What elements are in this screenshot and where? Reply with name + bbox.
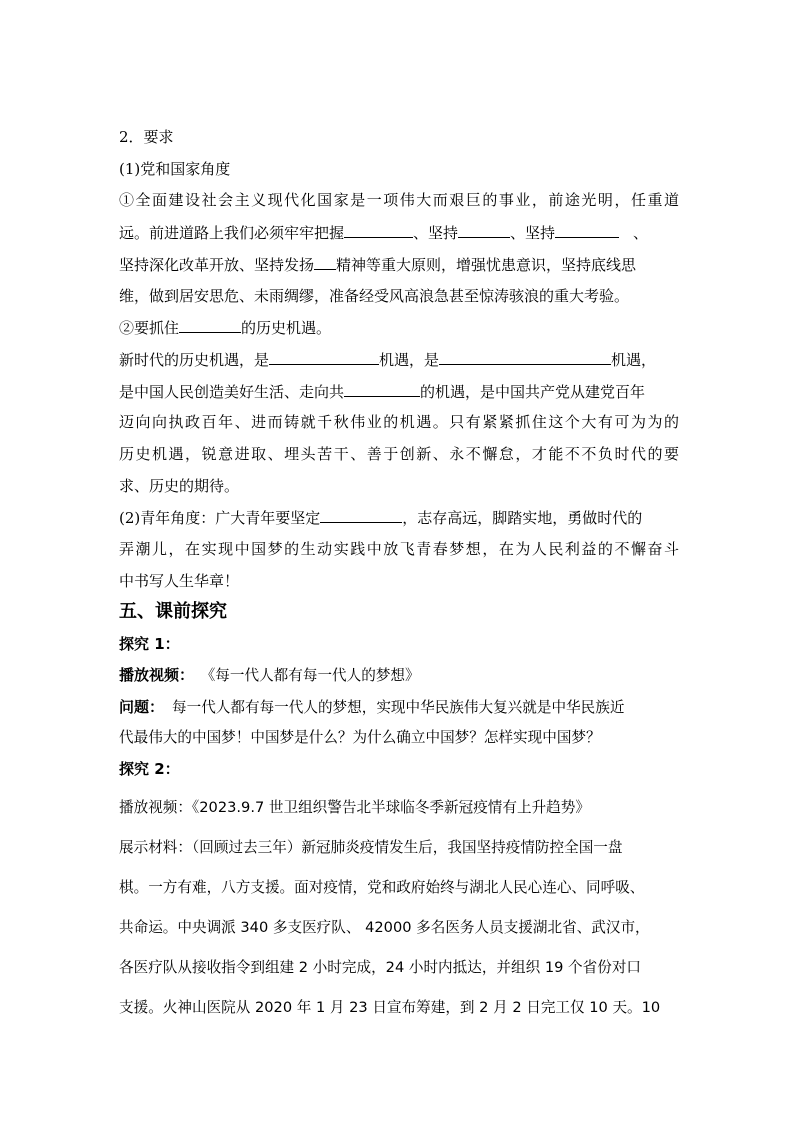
paragraph-line: 维，做到居安思危、未雨绸缪，准备经受风高浪急甚至惊涛骇浪的重大考验。 bbox=[119, 287, 630, 305]
explore-2-label: 探究 2： bbox=[119, 760, 180, 778]
paragraph-line: 坚持深化改革开放、坚持发扬 精神等重大原则，增强忧患意识，坚持底线思 bbox=[119, 256, 637, 274]
fill-blank[interactable] bbox=[269, 349, 379, 365]
fill-blank[interactable] bbox=[320, 507, 402, 523]
fill-blank[interactable] bbox=[458, 222, 510, 238]
paragraph-line: (2)青年角度：广大青年要坚定 ，志存高远，脚踏实地，勇做时代的 bbox=[119, 509, 643, 527]
fill-blank[interactable] bbox=[344, 222, 413, 238]
paragraph-line: ①全面建设社会主义现代化国家是一项伟大而艰巨的事业，前途光明，任重道 bbox=[119, 191, 679, 209]
material-line: 展示材料：（回顾过去三年）新冠肺炎疫情发生后，我国坚持疫情防控全国一盘 bbox=[119, 839, 623, 856]
fill-blank[interactable] bbox=[439, 349, 611, 365]
paragraph-line: 是中国人民创造美好生活、走向共 的机遇，是中国共产党从建党百年 bbox=[119, 383, 646, 401]
video-2-line: 播放视频：《2023.9.7 世卫组织警告北半球临冬季新冠疫情有上升趋势》 bbox=[119, 799, 590, 816]
material-line: 共命运。中央调派 340 多支医疗队、 42000 多名医务人员支援湖北省、武汉市， bbox=[119, 919, 650, 936]
paragraph-line: 迈向向执政百年、进而铸就千秋伟业的机遇。只有紧紧抓住这个大有可为为的 bbox=[119, 413, 679, 431]
material-line: 支援。火神山医院从 2020 年 1 月 23 日宣布筹建，到 2 月 2 日完工仅 10 天。10 bbox=[119, 999, 661, 1016]
explore-1-label: 探究 1： bbox=[119, 635, 180, 653]
fill-blank[interactable] bbox=[344, 381, 420, 397]
paragraph-line: 弄潮儿，在实现中国梦的生动实践中放飞青春梦想，在为人民利益的不懈奋斗 bbox=[119, 540, 679, 558]
party-state-subheading: (1)党和国家角度 bbox=[119, 160, 231, 178]
section-title: 五、课前探究 bbox=[119, 601, 227, 622]
question-line: 问题： 每一代人都有每一代人的梦想，实现中华民族伟大复兴就是中华民族近 bbox=[119, 698, 625, 716]
fill-blank[interactable] bbox=[179, 317, 241, 333]
paragraph-line: ②要抓住 的历史机遇。 bbox=[119, 319, 332, 337]
video-1-line: 播放视频： 《每一代人都有每一代人的梦想》 bbox=[119, 666, 420, 684]
paragraph-line: 求、历史的期待。 bbox=[119, 477, 240, 495]
fill-blank[interactable] bbox=[314, 254, 336, 270]
paragraph-line: 历史机遇，锐意进取、埋头苦干、善于创新、永不懈怠，才能不不负时代的要 bbox=[119, 445, 679, 463]
paragraph-line: 远。前进道路上我们必须牢牢把握 、坚持 、坚持 、 bbox=[119, 224, 649, 242]
requirement-heading: 2．要求 bbox=[119, 128, 174, 146]
paragraph-line: 新时代的历史机遇，是 机遇，是 机遇， bbox=[119, 351, 657, 369]
fill-blank[interactable] bbox=[555, 222, 619, 238]
question-line: 代最伟大的中国梦！中国梦是什么？为什么确立中国梦？怎样实现中国梦？ bbox=[119, 729, 601, 746]
paragraph-line: 中书写人生华章！ bbox=[119, 572, 240, 590]
material-line: 各医疗队从接收指令到组建 2 小时完成，24 小时内抵达，并组织 19 个省份对口 bbox=[119, 959, 642, 976]
material-line: 棋。一方有难，八方支援。面对疫情，党和政府始终与湖北人民心连心、同呼吸、 bbox=[119, 879, 645, 896]
